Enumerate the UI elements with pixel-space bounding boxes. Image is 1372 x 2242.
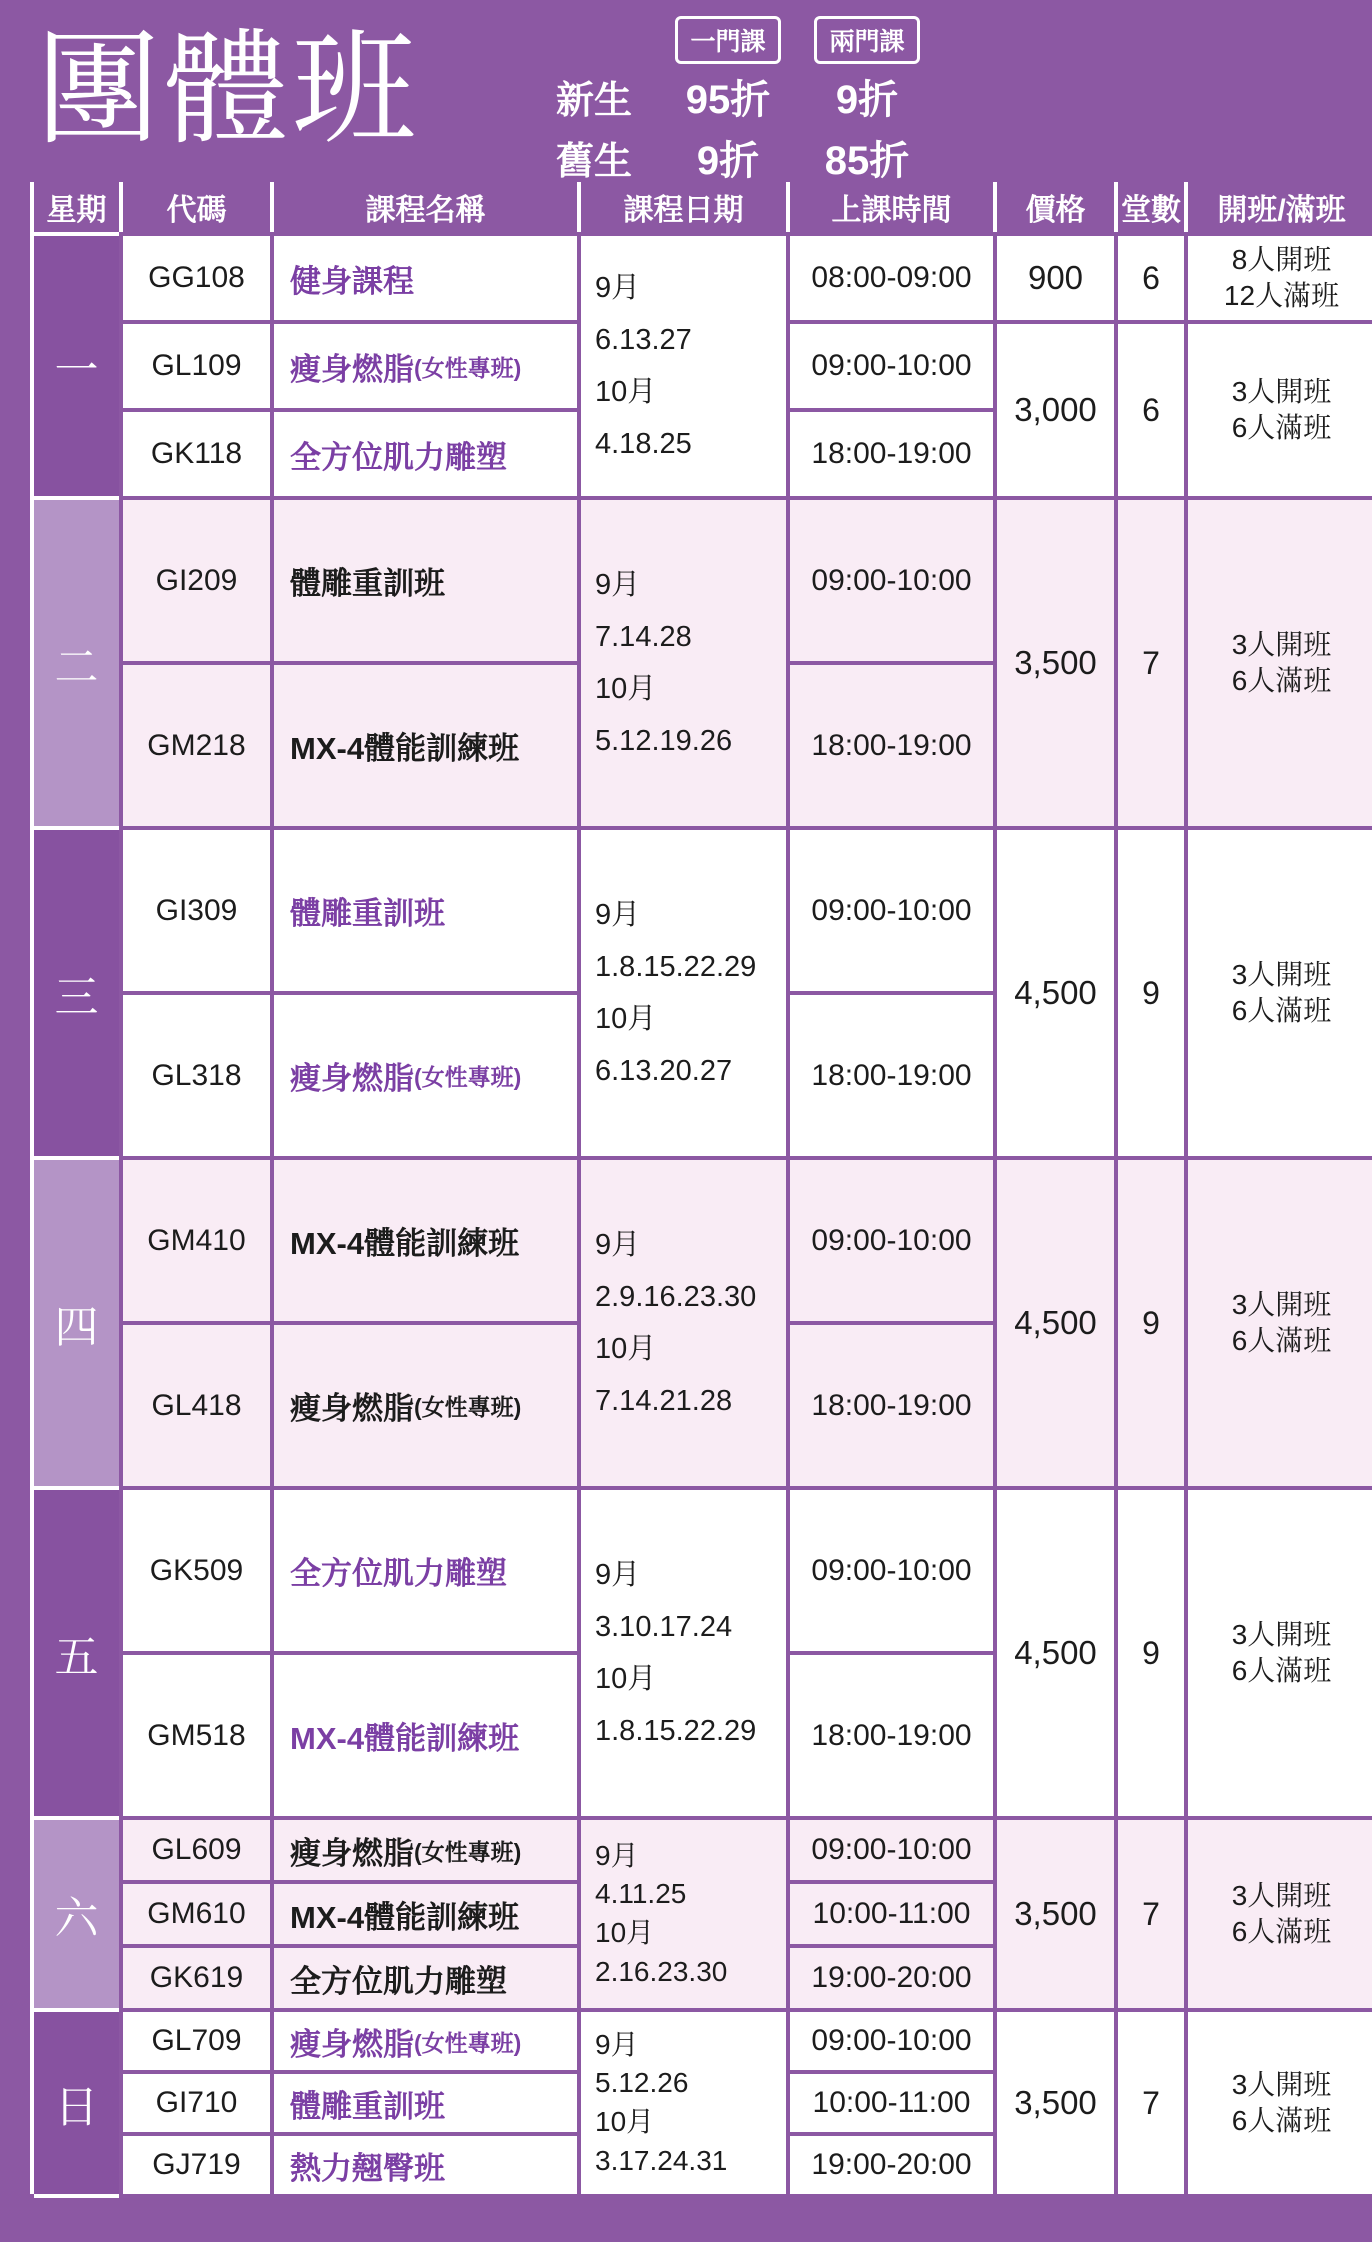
course-name-text: 瘦身燃脂 [290, 1391, 414, 1426]
course-name-text: 體雕重訓班 [290, 896, 445, 931]
course-name [274, 324, 577, 408]
capacity-cell [1188, 1160, 1372, 1486]
capacity-open: 3人開班 [1231, 2068, 1332, 2100]
capacity-full: 6人滿班 [1231, 1655, 1332, 1686]
time-cell: 09:00-10:00 [790, 1820, 993, 1880]
day-block-saturday [34, 1820, 1372, 2008]
price-cell: 900 [997, 236, 1114, 320]
course-code: GL109 [123, 324, 270, 408]
capacity-cell [1188, 500, 1372, 826]
course-name-suffix: (女性專班) [414, 1394, 522, 1420]
course-name-text: 全方位肌力雕塑 [290, 1963, 507, 1999]
time-cell: 19:00-20:00 [790, 2136, 993, 2194]
date-line: 7.14.28 [595, 620, 692, 653]
date-line: 9月 [595, 568, 641, 601]
header-course-name: 課程名稱 [274, 182, 577, 232]
header-capacity: 開班/滿班 [1188, 182, 1372, 232]
day-label: 日 [54, 2083, 99, 2132]
sessions-cell: 7 [1118, 2012, 1184, 2194]
course-name [274, 1655, 577, 1816]
capacity-open: 3人開班 [1231, 1879, 1332, 1911]
course-code: GJ719 [123, 2136, 270, 2194]
course-name-text: 熱力翹臀班 [290, 2150, 445, 2186]
sessions-cell: 9 [1118, 1490, 1184, 1816]
day-block-sunday [34, 2012, 1372, 2194]
time-cell: 18:00-19:00 [790, 665, 993, 826]
discount-row-label: 新生 [555, 80, 632, 122]
course-name-suffix: (女性專班) [414, 354, 522, 381]
day-block-friday [34, 1490, 1372, 1816]
course-name-text: MX-4體能訓練班 [290, 1226, 520, 1261]
date-line: 10月 [595, 376, 657, 408]
capacity-cell [1188, 2012, 1372, 2194]
discount-value: 9折 [696, 139, 760, 183]
time-cell: 18:00-19:00 [790, 995, 993, 1156]
sessions-cell: 6 [1118, 324, 1184, 496]
course-code: GK509 [123, 1490, 270, 1651]
discount-row-label: 舊生 [555, 141, 632, 183]
day-cell [34, 1490, 119, 1816]
time-cell: 08:00-09:00 [790, 236, 993, 320]
price-cell: 3,500 [997, 1820, 1114, 2008]
date-line: 10月 [595, 673, 657, 705]
discount-panel [538, 16, 928, 186]
capacity-open: 3人開班 [1231, 375, 1332, 407]
date-line: 2.9.16.23.30 [595, 1280, 757, 1313]
date-line: 9月 [595, 1228, 641, 1261]
course-code: GM518 [123, 1655, 270, 1816]
discount-value: 85折 [824, 139, 910, 183]
course-name [274, 995, 577, 1156]
date-line: 10月 [595, 1333, 657, 1365]
course-name-text: MX-4體能訓練班 [290, 1899, 520, 1935]
date-line: 4.11.25 [595, 1878, 687, 1910]
day-label: 四 [54, 1303, 99, 1352]
course-name [274, 830, 577, 991]
capacity-full: 12人滿班 [1223, 280, 1340, 311]
day-block-thursday [34, 1160, 1372, 1486]
discount-value: 9折 [835, 78, 899, 122]
capacity-cell [1188, 830, 1372, 1156]
course-name-text: 瘦身燃脂 [290, 1835, 414, 1871]
course-name [274, 500, 577, 661]
date-line: 7.14.21.28 [595, 1385, 733, 1418]
day-cell [34, 2012, 119, 2194]
course-name-text: 體雕重訓班 [290, 2088, 445, 2124]
course-name [274, 412, 577, 496]
date-line: 1.8.15.22.29 [595, 950, 757, 983]
price-cell: 4,500 [997, 830, 1114, 1156]
course-name [274, 1820, 577, 1880]
capacity-cell [1188, 324, 1372, 496]
date-line: 9月 [595, 271, 641, 304]
course-name-text: 健身課程 [290, 263, 414, 299]
course-code: GG108 [123, 236, 270, 320]
date-line: 1.8.15.22.29 [595, 1715, 757, 1748]
course-name [274, 1884, 577, 1944]
table-header-row [34, 182, 1372, 232]
header-class-time: 上課時間 [790, 182, 993, 232]
sessions-cell: 9 [1118, 1160, 1184, 1486]
price-cell: 4,500 [997, 1160, 1114, 1486]
day-label: 二 [54, 643, 99, 692]
discount-col-one-course: 一門課 [675, 16, 780, 64]
course-code: GM410 [123, 1160, 270, 1321]
date-cell [581, 830, 786, 1156]
day-label: 一 [54, 346, 99, 395]
header-day: 星期 [34, 182, 119, 232]
date-line: 3.17.24.31 [595, 2144, 728, 2176]
day-block-tuesday [34, 500, 1372, 826]
date-line: 10月 [595, 1003, 657, 1035]
course-name-text: 瘦身燃脂 [290, 351, 414, 387]
date-line: 9月 [595, 1839, 639, 1871]
day-label: 五 [54, 1633, 99, 1682]
page-title: 團體班 [36, 21, 421, 159]
date-line: 6.13.20.27 [595, 1055, 733, 1088]
price-cell: 3,500 [997, 2012, 1114, 2194]
day-label: 三 [54, 973, 99, 1022]
course-code: GL418 [123, 1325, 270, 1486]
sessions-cell: 6 [1118, 236, 1184, 320]
day-cell [34, 1820, 119, 2008]
course-code: GL609 [123, 1820, 270, 1880]
course-name-text: 體雕重訓班 [290, 566, 445, 601]
course-name-suffix: (女性專班) [414, 2029, 522, 2056]
time-cell: 09:00-10:00 [790, 2012, 993, 2070]
course-code: GI309 [123, 830, 270, 991]
page-header [0, 0, 1372, 182]
date-cell [581, 500, 786, 826]
date-line: 9月 [595, 898, 641, 931]
date-line: 3.10.17.24 [595, 1610, 733, 1643]
time-cell: 10:00-11:00 [790, 2074, 993, 2132]
course-name [274, 1490, 577, 1651]
course-name-text: MX-4體能訓練班 [290, 731, 520, 766]
time-cell: 18:00-19:00 [790, 412, 993, 496]
day-cell [34, 830, 119, 1156]
capacity-full: 6人滿班 [1231, 665, 1332, 696]
course-name [274, 2074, 577, 2132]
schedule-table [30, 182, 1372, 2194]
course-code: GM610 [123, 1884, 270, 1944]
date-cell [581, 1820, 786, 2008]
header-course-dates: 課程日期 [581, 182, 786, 232]
date-line: 4.18.25 [595, 428, 692, 461]
date-line: 5.12.26 [595, 2067, 689, 2099]
course-code: GK619 [123, 1948, 270, 2008]
course-name [274, 2136, 577, 2194]
date-line: 9月 [595, 1558, 641, 1591]
course-code: GL709 [123, 2012, 270, 2070]
date-line: 9月 [595, 2028, 639, 2060]
header-sessions: 堂數 [1118, 182, 1184, 232]
course-name-text: 瘦身燃脂 [290, 2026, 414, 2062]
date-cell [581, 1160, 786, 1486]
sessions-cell: 7 [1118, 1820, 1184, 2008]
course-name-text: MX-4體能訓練班 [290, 1721, 520, 1756]
date-line: 6.13.27 [595, 323, 692, 356]
date-cell [581, 1490, 786, 1816]
course-name [274, 2012, 577, 2070]
course-name-suffix: (女性專班) [414, 1838, 522, 1865]
course-code: GL318 [123, 995, 270, 1156]
capacity-cell [1188, 1490, 1372, 1816]
course-name [274, 665, 577, 826]
course-code: GM218 [123, 665, 270, 826]
capacity-full: 6人滿班 [1231, 1325, 1332, 1356]
course-name [274, 1948, 577, 2008]
course-name-text: 全方位肌力雕塑 [290, 439, 507, 475]
date-line: 10月 [595, 2106, 655, 2137]
day-block-monday [34, 236, 1372, 496]
discount-col-two-courses: 兩門課 [814, 16, 919, 64]
course-name-text: 全方位肌力雕塑 [290, 1556, 507, 1591]
course-code: GI209 [123, 500, 270, 661]
date-line: 2.16.23.30 [595, 1955, 728, 1987]
capacity-open: 3人開班 [1231, 1618, 1332, 1650]
capacity-cell [1188, 1820, 1372, 2008]
price-cell: 3,500 [997, 500, 1114, 826]
date-cell [581, 2012, 786, 2194]
day-block-wednesday [34, 830, 1372, 1156]
time-cell: 09:00-10:00 [790, 1160, 993, 1321]
header-code: 代碼 [123, 182, 270, 232]
price-cell: 3,000 [997, 324, 1114, 496]
course-code: GK118 [123, 412, 270, 496]
capacity-open: 3人開班 [1231, 958, 1332, 990]
capacity-full: 6人滿班 [1231, 995, 1332, 1026]
date-cell [581, 236, 786, 496]
time-cell: 10:00-11:00 [790, 1884, 993, 1944]
sessions-cell: 7 [1118, 500, 1184, 826]
capacity-open: 3人開班 [1231, 628, 1332, 660]
time-cell: 18:00-19:00 [790, 1325, 993, 1486]
course-name [274, 236, 577, 320]
sessions-cell: 9 [1118, 830, 1184, 1156]
time-cell: 18:00-19:00 [790, 1655, 993, 1816]
header-price: 價格 [997, 182, 1114, 232]
capacity-open: 3人開班 [1231, 1288, 1332, 1320]
course-name-text: 瘦身燃脂 [290, 1061, 414, 1096]
date-line: 10月 [595, 1663, 657, 1695]
capacity-full: 6人滿班 [1231, 412, 1332, 443]
day-cell [34, 236, 119, 496]
date-line: 5.12.19.26 [595, 725, 733, 758]
day-cell [34, 1160, 119, 1486]
capacity-open: 8人開班 [1231, 243, 1332, 275]
time-cell: 19:00-20:00 [790, 1948, 993, 2008]
time-cell: 09:00-10:00 [790, 500, 993, 661]
capacity-cell [1188, 236, 1372, 320]
date-line: 10月 [595, 1917, 655, 1948]
day-label: 六 [54, 1894, 99, 1943]
day-cell [34, 500, 119, 826]
time-cell: 09:00-10:00 [790, 1490, 993, 1651]
time-cell: 09:00-10:00 [790, 324, 993, 408]
discount-value: 95折 [685, 78, 771, 122]
capacity-full: 6人滿班 [1231, 1916, 1332, 1947]
course-name [274, 1325, 577, 1486]
price-cell: 4,500 [997, 1490, 1114, 1816]
course-name-suffix: (女性專班) [414, 1064, 522, 1090]
time-cell: 09:00-10:00 [790, 830, 993, 991]
capacity-full: 6人滿班 [1231, 2105, 1332, 2136]
course-code: GI710 [123, 2074, 270, 2132]
course-name [274, 1160, 577, 1321]
